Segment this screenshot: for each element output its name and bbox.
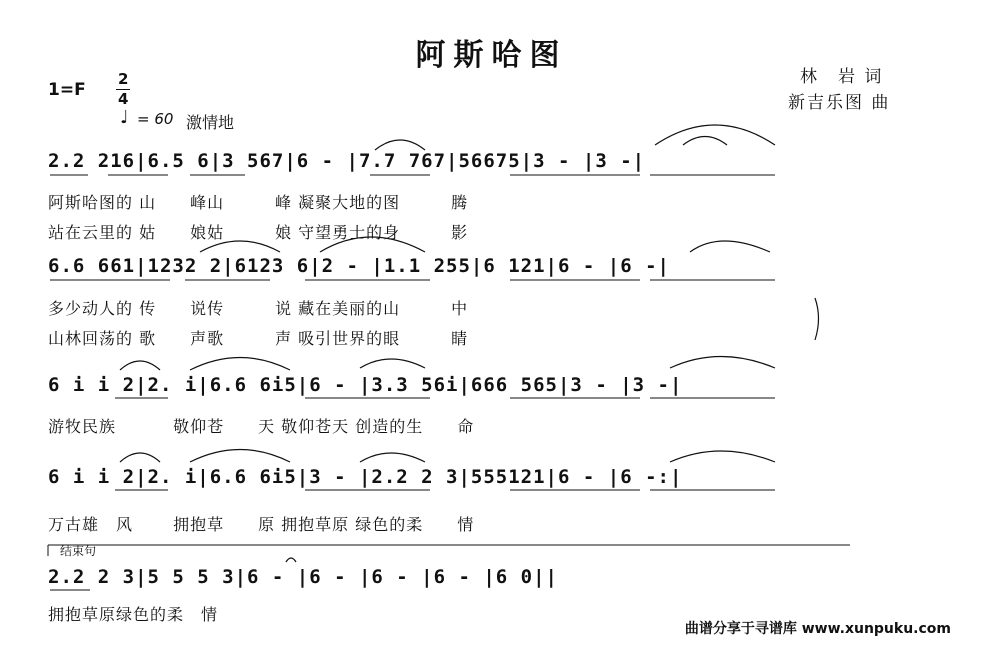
- lyrics-verse-2: 山林回荡的 歌 声歌 声 吸引世界的眼 睛: [48, 329, 469, 348]
- staff-notes: 6.6 661|1232 2|6123 6|2 - |1.1 255|6 121|6 - |6 -|: [48, 255, 670, 277]
- slur-arc: [670, 451, 775, 462]
- lyricist-credit: 林 岩 词: [800, 67, 884, 87]
- staff-notes: 6 i i 2|2. i|6.6 6i5|6 - |3.3 56i|666 565|3 - |3 -|: [48, 374, 683, 396]
- ending-label: 结束句: [60, 544, 97, 558]
- slur-arc: [190, 450, 290, 463]
- slur-arc: [360, 453, 425, 462]
- composer-credit: 新吉乐图 曲: [788, 93, 891, 113]
- lyrics-line: 游牧民族 敬仰苍 天 敬仰苍天 创造的生 命: [48, 417, 475, 436]
- staff-notes: 6 i i 2|2. i|6.6 6i5|3 - |2.2 2 3|555121|6 - |6 -:|: [48, 466, 683, 488]
- site-footer: 曲谱分享于寻谱库 www.xunpuku.com: [684, 621, 951, 637]
- time-signature-top: 2: [118, 70, 129, 88]
- lyrics-line: 万古雄 风 拥抱草 原 拥抱草原 绿色的柔 情: [48, 515, 475, 534]
- slur-arc: [360, 359, 425, 368]
- time-signature-bottom: 4: [118, 90, 129, 108]
- slur-arc: [200, 241, 280, 252]
- slur-arc: [690, 241, 770, 252]
- song-title: 阿斯哈图: [415, 38, 568, 73]
- slur-arc: [670, 357, 775, 369]
- slur-arc: [375, 140, 425, 150]
- tempo-value: = 60: [137, 110, 174, 128]
- tempo-expression: 激情地: [186, 113, 235, 132]
- staff-notes: 2.2 2 3|5 5 5 3|6 - |6 - |6 - |6 - |6 0||: [48, 566, 558, 588]
- verse-brace: [815, 298, 819, 340]
- slur-arc: [120, 361, 160, 370]
- quarter-note-icon: ♩: [120, 107, 129, 128]
- lyrics-verse-1: 多少动人的 传 说传 说 藏在美丽的山 中: [48, 299, 469, 318]
- key-signature: 1=F: [48, 80, 86, 100]
- staff-notes: 2.2 216|6.5 6|3 567|6 - |7.7 767|56675|3 - |3 -|: [48, 150, 646, 172]
- fermata-arc: [286, 558, 296, 562]
- slur-arc: [655, 125, 775, 145]
- slur-arc: [683, 137, 727, 146]
- slur-arc: [320, 237, 425, 252]
- lyrics-line: 拥抱草原绿色的柔 情: [48, 605, 219, 624]
- slur-arc: [120, 453, 160, 462]
- lyrics-verse-2: 站在云里的 姑 娘姑 娘 守望勇士的身 影: [48, 223, 469, 242]
- slur-arc: [190, 358, 290, 371]
- lyrics-verse-1: 阿斯哈图的 山 峰山 峰 凝聚大地的图 腾: [48, 193, 469, 212]
